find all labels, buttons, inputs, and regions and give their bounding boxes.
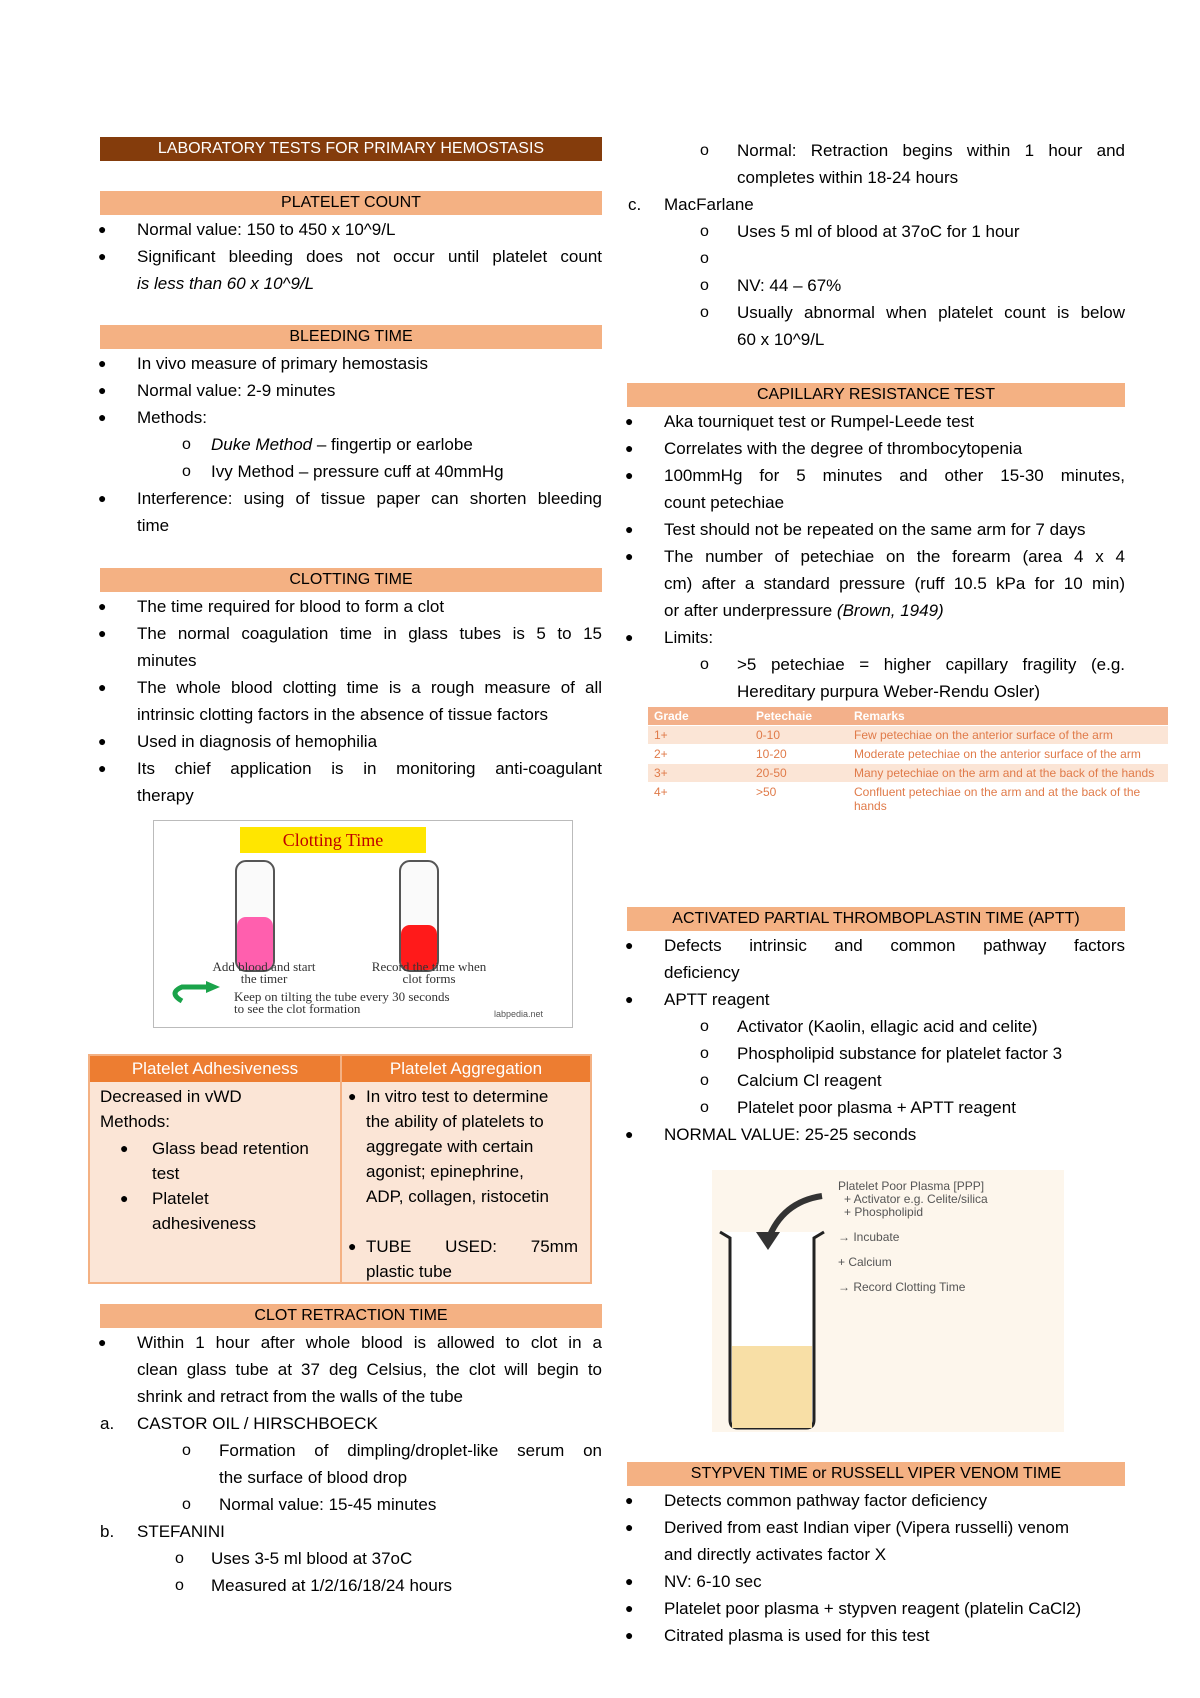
- table-row: 1+ 0-10 Few petechiae on the anterior surface of the arm: [648, 726, 1168, 745]
- aptt-figure-labels: Platelet Poor Plasma [PPP] + Activator e.g. Celite/silica + Phospholipid → Incubate + Calcium → Record Clotting Time: [838, 1179, 988, 1294]
- circle-bullet-icon: o: [700, 223, 709, 240]
- page-title: LABORATORY TESTS FOR PRIMARY HEMOSTASIS: [100, 137, 602, 161]
- macfarlane-item: NV: 44 – 67%: [737, 276, 842, 295]
- adhesiveness-method: Platelet adhesiveness: [152, 1189, 256, 1233]
- bullet-icon: ●: [98, 679, 107, 695]
- limits-item-cont: Hereditary purpura Weber-Rendu Osler): [737, 682, 1040, 701]
- clotting-time-bullet-cont: therapy: [137, 786, 194, 805]
- bullet-icon: ●: [98, 733, 107, 749]
- circle-bullet-icon: o: [700, 277, 709, 294]
- capillary-bullet: Test should not be repeated on the same arm for 7 days: [664, 520, 1086, 539]
- bullet-icon: ●: [625, 521, 634, 537]
- table-row: 4+ >50 Confluent petechiae on the arm and at the back of the hands: [648, 783, 1168, 816]
- aggregation-description: In vitro test to determine the ability of platelets to aggregate with certain agonist; epinephrine, ADP, collagen, ristocetin: [366, 1087, 550, 1206]
- macfarlane-item: Uses 5 ml of blood at 37oC for 1 hour: [737, 222, 1020, 241]
- bullet-icon: ●: [98, 248, 107, 264]
- clotting-time-bullet: Used in diagnosis of hemophilia: [137, 732, 378, 751]
- platelet-count-bullet: Normal value: 150 to 450 x 10^9/L: [137, 220, 396, 239]
- clotting-time-figure: [153, 820, 573, 1028]
- bullet-icon: ●: [625, 1600, 634, 1616]
- bleeding-time-bullet-cont: time: [137, 516, 170, 535]
- capillary-bullet-cont: count petechiae: [664, 493, 785, 512]
- bullet-icon: ●: [625, 991, 634, 1007]
- bullet-icon: ●: [625, 629, 634, 645]
- castor-oil-item: Normal value: 15-45 minutes: [219, 1495, 437, 1514]
- capillary-resistance-header: CAPILLARY RESISTANCE TEST: [627, 383, 1125, 407]
- castor-oil-item-cont: the surface of blood drop: [219, 1468, 408, 1487]
- clotting-time-bullet: The time required for blood to form a clot: [137, 597, 445, 616]
- petechiae-grade-table: [648, 707, 1168, 816]
- table-divider: [340, 1056, 342, 1282]
- bullet-icon: ●: [120, 1190, 129, 1206]
- aggregation-tube: TUBE USED: 75mm plastic tube: [366, 1237, 578, 1281]
- adhesiveness-method: Glass bead retention test: [152, 1139, 309, 1183]
- castor-oil-item: Formation of dimpling/droplet-like serum on: [219, 1441, 602, 1460]
- aptt-reagent-item: Phospholipid substance for platelet factor 3: [737, 1044, 1063, 1063]
- bullet-icon: ●: [625, 1492, 634, 1508]
- platelet-function-table: [88, 1054, 592, 1284]
- aptt-reagent-item: Platelet poor plasma + APTT reagent: [737, 1098, 1016, 1117]
- bullet-icon: ●: [625, 413, 634, 429]
- aptt-reagent-item: Activator (Kaolin, ellagic acid and celite): [737, 1017, 1038, 1036]
- clot-retraction-header: CLOT RETRACTION TIME: [100, 1304, 602, 1328]
- stypven-header: STYPVEN TIME or RUSSELL VIPER VENOM TIME: [627, 1462, 1125, 1486]
- macfarlane-item-cont: 60 x 10^9/L: [737, 330, 825, 349]
- aptt-reagent-item: Calcium Cl reagent: [737, 1071, 882, 1090]
- stypven-bullet: Derived from east Indian viper (Vipera russelli) venom: [664, 1518, 1070, 1537]
- bullet-icon: ●: [98, 625, 107, 641]
- clotting-time-bullet-cont: intrinsic clotting factors in the absence of tissue factors: [137, 705, 549, 724]
- capillary-bullet: 100mmHg for 5 minutes and other 15-30 minutes,: [664, 466, 1125, 485]
- platelet-count-bullet: Significant bleeding does not occur until platelet count: [137, 247, 602, 266]
- stypven-bullet: Detects common pathway factor deficiency: [664, 1491, 988, 1510]
- bullet-icon: ●: [625, 1573, 634, 1589]
- stypven-bullet: Citrated plasma is used for this test: [664, 1626, 930, 1645]
- bullet-icon: ●: [625, 1519, 634, 1535]
- table-header-aggregation: Platelet Aggregation: [342, 1056, 590, 1082]
- circle-bullet-icon: o: [700, 656, 709, 673]
- figure-title: Clotting Time: [240, 827, 426, 853]
- capillary-bullet: The number of petechiae on the forearm (area 4 x 4: [664, 547, 1125, 566]
- macfarlane-item: Usually abnormal when platelet count is below: [737, 303, 1125, 322]
- table-header-row: Grade Petechaie Remarks: [648, 707, 1168, 726]
- circle-bullet-icon: o: [175, 1550, 184, 1567]
- bleeding-time-bullet: Normal value: 2-9 minutes: [137, 381, 336, 400]
- adhesiveness-cell: Decreased in vWD Methods:: [100, 1087, 242, 1131]
- circle-bullet-icon: o: [182, 436, 191, 453]
- list-label: a.: [100, 1414, 115, 1433]
- circle-bullet-icon: o: [700, 1099, 709, 1116]
- aptt-bullet: Defects intrinsic and common pathway factors: [664, 936, 1125, 955]
- stypven-bullet: NV: 6-10 sec: [664, 1572, 762, 1591]
- method-title: MacFarlane: [664, 195, 754, 214]
- table-row: 3+ 20-50 Many petechiae on the arm and at the back of the hands: [648, 764, 1168, 783]
- bullet-icon: ●: [625, 467, 634, 483]
- clotting-time-header: CLOTTING TIME: [100, 568, 602, 592]
- clot-retraction-bullet: Within 1 hour after whole blood is allowed to clot in a: [137, 1333, 602, 1352]
- stypven-bullet-cont: and directly activates factor X: [664, 1545, 887, 1564]
- circle-bullet-icon: o: [182, 1442, 191, 1459]
- capillary-bullet: Limits:: [664, 628, 714, 647]
- limits-item: >5 petechiae = higher capillary fragility (e.g.: [737, 655, 1125, 674]
- bullet-icon: ●: [625, 548, 634, 564]
- list-label: c.: [628, 195, 642, 214]
- figure-credit: labpedia.net: [494, 1009, 544, 1019]
- clotting-time-bullet: The whole blood clotting time is a rough measure of all: [137, 678, 602, 697]
- table-header-adhesiveness: Platelet Adhesiveness: [90, 1056, 340, 1082]
- bullet-icon: ●: [98, 221, 107, 237]
- bullet-icon: ●: [98, 598, 107, 614]
- bleeding-time-bullet: In vivo measure of primary hemostasis: [137, 354, 428, 373]
- bleeding-time-bullet: Methods:: [137, 408, 207, 427]
- bullet-icon: ●: [98, 1334, 107, 1350]
- bullet-icon: ●: [98, 760, 107, 776]
- circle-bullet-icon: o: [182, 463, 191, 480]
- stefanini-item: Measured at 1/2/16/18/24 hours: [211, 1576, 452, 1595]
- aptt-bullet: NORMAL VALUE: 25-25 seconds: [664, 1125, 917, 1144]
- capillary-bullet-cont: or after underpressure (Brown, 1949): [664, 601, 944, 620]
- bullet-icon: ●: [625, 440, 634, 456]
- bullet-icon: ●: [98, 355, 107, 371]
- bullet-icon: ●: [120, 1140, 129, 1156]
- circle-bullet-icon: o: [700, 1072, 709, 1089]
- platelet-count-bullet-cont: is less than 60 x 10^9/L: [137, 274, 315, 293]
- bullet-icon: ●: [98, 382, 107, 398]
- table-row: 2+ 10-20 Moderate petechiae on the anterior surface of the arm: [648, 745, 1168, 764]
- capillary-bullet: Correlates with the degree of thrombocytopenia: [664, 439, 1023, 458]
- aptt-header: ACTIVATED PARTIAL THROMBOPLASTIN TIME (APTT): [627, 907, 1125, 931]
- capillary-bullet-cont: cm) after a standard pressure (ruff 10.5 kPa for 10 min): [664, 574, 1125, 593]
- clotting-time-bullet-cont: minutes: [137, 651, 197, 670]
- clotting-time-bullet: Its chief application is in monitoring anti-coagulant: [137, 759, 602, 778]
- bullet-icon: ●: [625, 1627, 634, 1643]
- aptt-bullet: APTT reagent: [664, 990, 770, 1009]
- bullet-icon: ●: [348, 1238, 357, 1254]
- circle-bullet-icon: o: [182, 1496, 191, 1513]
- caption-add-blood: Add blood and start the timer: [212, 959, 316, 986]
- circle-bullet-icon: o: [700, 1045, 709, 1062]
- circle-bullet-icon: o: [700, 304, 709, 321]
- aptt-bullet-cont: deficiency: [664, 963, 740, 982]
- bleeding-time-header: BLEEDING TIME: [100, 325, 602, 349]
- circle-bullet-icon: o: [175, 1577, 184, 1594]
- bullet-icon: ●: [625, 1126, 634, 1142]
- stypven-bullet: Platelet poor plasma + stypven reagent (platelin CaCl2): [664, 1599, 1082, 1618]
- clot-retraction-bullet-cont: clean glass tube at 37 deg Celsius, the clot will begin to: [137, 1360, 602, 1379]
- bleeding-method-item: Ivy Method – pressure cuff at 40mmHg: [211, 462, 504, 481]
- circle-bullet-icon: o: [700, 1018, 709, 1035]
- bullet-icon: ●: [348, 1088, 357, 1104]
- clotting-time-bullet: The normal coagulation time in glass tubes is 5 to 15: [137, 624, 602, 643]
- stefanini-item: Uses 3-5 ml blood at 37oC: [211, 1549, 413, 1568]
- capillary-bullet: Aka tourniquet test or Rumpel-Leede test: [664, 412, 974, 431]
- circle-bullet-icon: o: [700, 142, 709, 159]
- aptt-figure: [712, 1170, 1064, 1432]
- caption-record-time: Record the time when clot forms: [371, 959, 487, 986]
- clot-retraction-bullet-cont: shrink and retract from the walls of the tube: [137, 1387, 463, 1406]
- list-label: b.: [100, 1522, 115, 1541]
- platelet-count-header: PLATELET COUNT: [100, 191, 602, 215]
- bleeding-method-item: Duke Method – fingertip or earlobe: [211, 435, 473, 454]
- bullet-icon: ●: [625, 937, 634, 953]
- bullet-icon: ●: [98, 409, 107, 425]
- method-title: STEFANINI: [137, 1522, 225, 1541]
- retraction-normal-cont: completes within 18-24 hours: [737, 168, 959, 187]
- retraction-normal: Normal: Retraction begins within 1 hour and: [737, 141, 1125, 160]
- circle-bullet-icon: o: [700, 250, 709, 267]
- bullet-icon: ●: [98, 490, 107, 506]
- bleeding-time-bullet: Interference: using of tissue paper can shorten bleeding: [137, 489, 602, 508]
- method-title: CASTOR OIL / HIRSCHBOECK: [137, 1414, 378, 1433]
- caption-tilting: Keep on tilting the tube every 30 seconds to see the clot formation: [234, 989, 450, 1016]
